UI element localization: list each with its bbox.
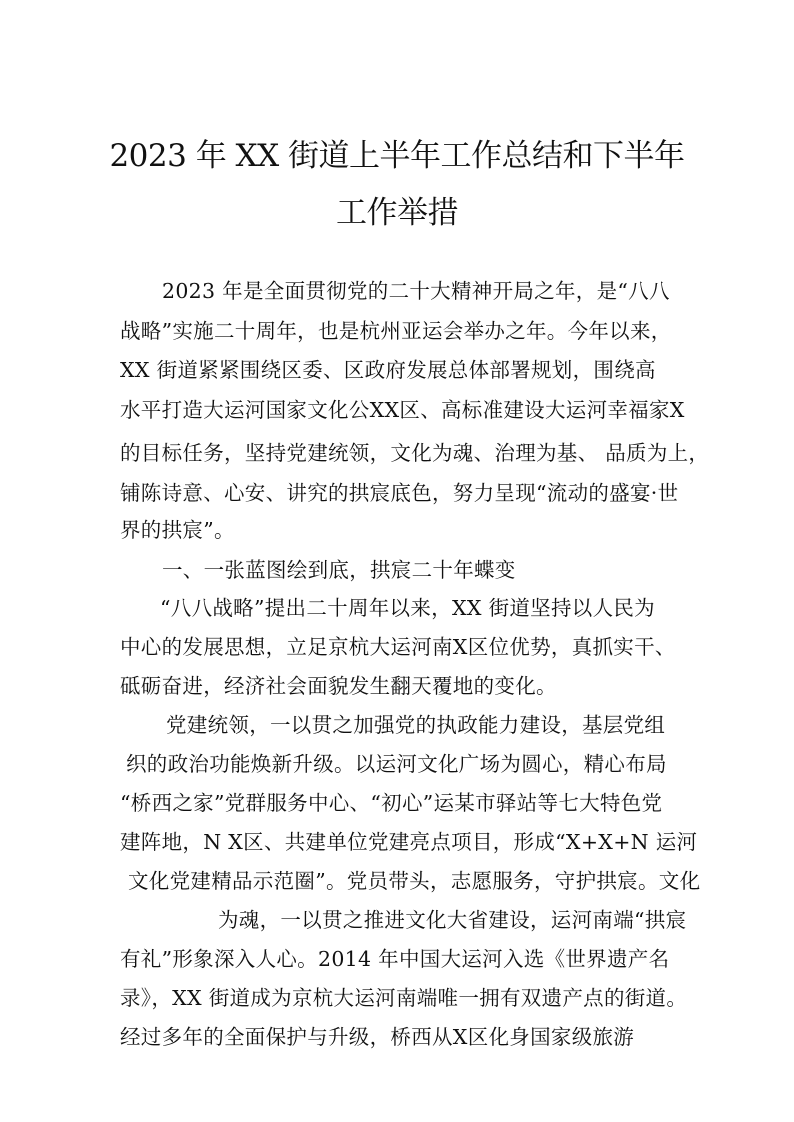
body-line: 2023 年是全面贯彻党的二十大精神开局之年，是“八八 [162, 279, 670, 303]
body-line: 战略”实施二十周年，也是杭州亚运会举办之年。今年以来， [120, 319, 672, 343]
document-title-line-2: 工作举措 [336, 195, 458, 231]
body-line: 砥砺奋进，经济社会面貌发生翻天覆地的变化。 [120, 674, 557, 698]
body-line: 中心的发展思想，立足京杭大运河南X区位优势，真抓实干、 [120, 635, 676, 659]
body-line: 文化党建精品示范圈”。党员带头，志愿服务，守护拱宸。文化 [128, 869, 701, 893]
body-line: “八八战略”提出二十周年以来，XX 街道坚持以人民为 [160, 596, 655, 620]
body-line: 铺陈诗意、心安、讲究的拱宸底色，努力呈现“流动的盛宴·世 [120, 481, 679, 505]
body-line: 建阵地，N X区、共建单位党建亮点项目，形成“X+X+N 运河 [120, 830, 698, 854]
body-line: 的目标任务，坚持党建统领，文化为魂、治理为基、 品质为上， [120, 441, 710, 465]
body-line: 为魂，一以贯之推进文化大省建设，运河南端“拱宸 [218, 908, 687, 932]
body-line: 党建统领，一以贯之加强党的执政能力建设，基层党组 [166, 713, 666, 737]
section-heading: 一、一张蓝图绘到底，拱宸二十年蝶变 [162, 558, 516, 582]
body-line: 录》，XX 街道成为京杭大运河南端唯一拥有双遗产点的街道。 [120, 986, 688, 1010]
body-line: 经过多年的全面保护与升级，桥西从X区化身国家级旅游 [120, 1025, 635, 1049]
body-line: XX 街道紧紧围绕区委、区政府发展总体部署规划，围绕高 [120, 358, 656, 382]
body-line: 水平打造大运河国家文化公XX区、高标准建设大运河幸福家X [120, 398, 685, 422]
body-line: 界的拱宸”。 [120, 518, 235, 542]
document-title-line-1: 2023 年 XX 街道上半年工作总结和下半年 [109, 138, 685, 174]
body-line: 织的政治功能焕新升级。以运河文化广场为圆心，精心布局 [126, 752, 667, 776]
body-line: “桥西之家”党群服务中心、“初心”运某市驿站等七大特色党 [120, 791, 663, 815]
body-line: 有礼”形象深入人心。2014 年中国大运河入选《世界遗产名 [120, 947, 670, 971]
